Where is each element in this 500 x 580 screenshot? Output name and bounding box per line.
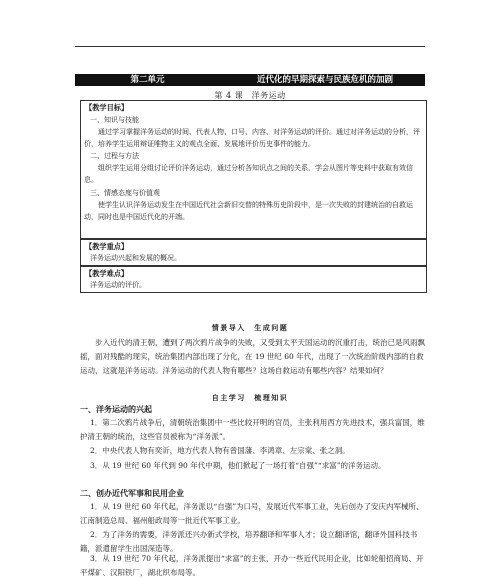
process-text: 组织学生运用分组讨论评价洋务运动，通过分析各知识点之间的关系，学会从图片等史料中获取有效信息。 (84, 164, 413, 184)
section-2-heading: 二、创办近代军事和民用企业 (80, 489, 184, 498)
section-2-para-2: 2．为了洋务的需要，洋务派还兴办新式学校，培养翻译和军事人才；设立翻译馆，翻译外国科技书籍，派遣留学生出国深造等。 (80, 530, 418, 553)
section-1-para-1: 1．第二次鸦片战争后，清朝统治集团中一些比较开明的官员，主张利用西方先进技术，强兵富国，维护清王朝的统治，这些官员被称为“洋务派”。 (80, 418, 425, 441)
study-title: 自主学习 梳理知识 (211, 393, 289, 402)
key-points-heading: 【教学重点】 (85, 242, 129, 251)
unit-title: 第二单元 (130, 75, 165, 85)
section-1-heading: 一、洋务运动的兴起 (80, 405, 152, 414)
intro-title: 情景导入 生成问题 (211, 323, 289, 332)
knowledge-heading: 一、知识与技能 (90, 116, 139, 124)
objectives-box (80, 100, 427, 239)
emotion-heading: 三、情感态度与价值观 (90, 189, 160, 197)
key-points-text: 洋务运动兴起和发展的概况。 (90, 254, 181, 262)
difficult-points-box (80, 266, 427, 293)
difficult-points-heading: 【教学难点】 (85, 269, 129, 278)
emotion-text: 使学生认识洋务运动发生在中国近代社会新旧交替的特殊历史阶段中，是一次失败的封建统治的自救运动，同时也是中国近代化的开端。 (84, 201, 413, 221)
knowledge-text: 通过学习掌握洋务运动的时间、代表人物、口号、内容、对洋务运动的评价。通过对洋务运动的分析，评价，培养学生运用辩证唯物主义的观点全面、发展地评价历史事件的能力。 (84, 128, 420, 148)
section-2-para-1: 1．从 19 世纪 60 年代起，洋务派以“自强”为口号，发展近代军事工业，先后创办了安庆内军械所、江南制造总局、福州船政局等一批近代军事工业。 (80, 502, 424, 525)
intro-text: 步入近代的清王朝，遭到了两次鸦片战争的失败，又受到太平天国运动的沉重打击，统治已是风雨飘摇，面对残酷的现实，统治集团内部出现了分化，在 19 世纪 60 年代，出现了一次统治阶级内部的自救运动，这就是洋务运动。洋务运动的代表人物有哪些？这场自救运动有哪些内容？结果如何？ (80, 338, 425, 375)
unit-banner (75, 74, 425, 86)
section-1-para-3: 3．从 19 世纪 60 年代到 90 年代中期，他们掀起了一场打着“自强”“求富”的洋务运动。 (90, 461, 386, 470)
objectives-heading: 【教学目标】 (85, 103, 129, 112)
section-1-para-2: 2．中央代表人物有奕䜣，地方代表人物有曾国藩、李鸿章、左宗棠、张之洞。 (90, 446, 350, 455)
unit-subtitle: 近代化的早期探索与民族危机的加剧 (256, 75, 393, 85)
lesson-title: 第 4 课 洋务运动 (214, 91, 286, 100)
key-points-box (80, 239, 427, 266)
section-2-para-3: 3．从 19 世纪 70 年代起，洋务派提出“求富”的主张，开办一些近代民用企业，比如轮船招商局、开平煤矿、汉阳铁厂，湖北织布局等。 (80, 554, 424, 577)
process-heading: 二、过程与方法 (90, 152, 139, 160)
header-rule (75, 46, 425, 47)
difficult-points-text: 洋务运动的评价。 (90, 281, 146, 289)
